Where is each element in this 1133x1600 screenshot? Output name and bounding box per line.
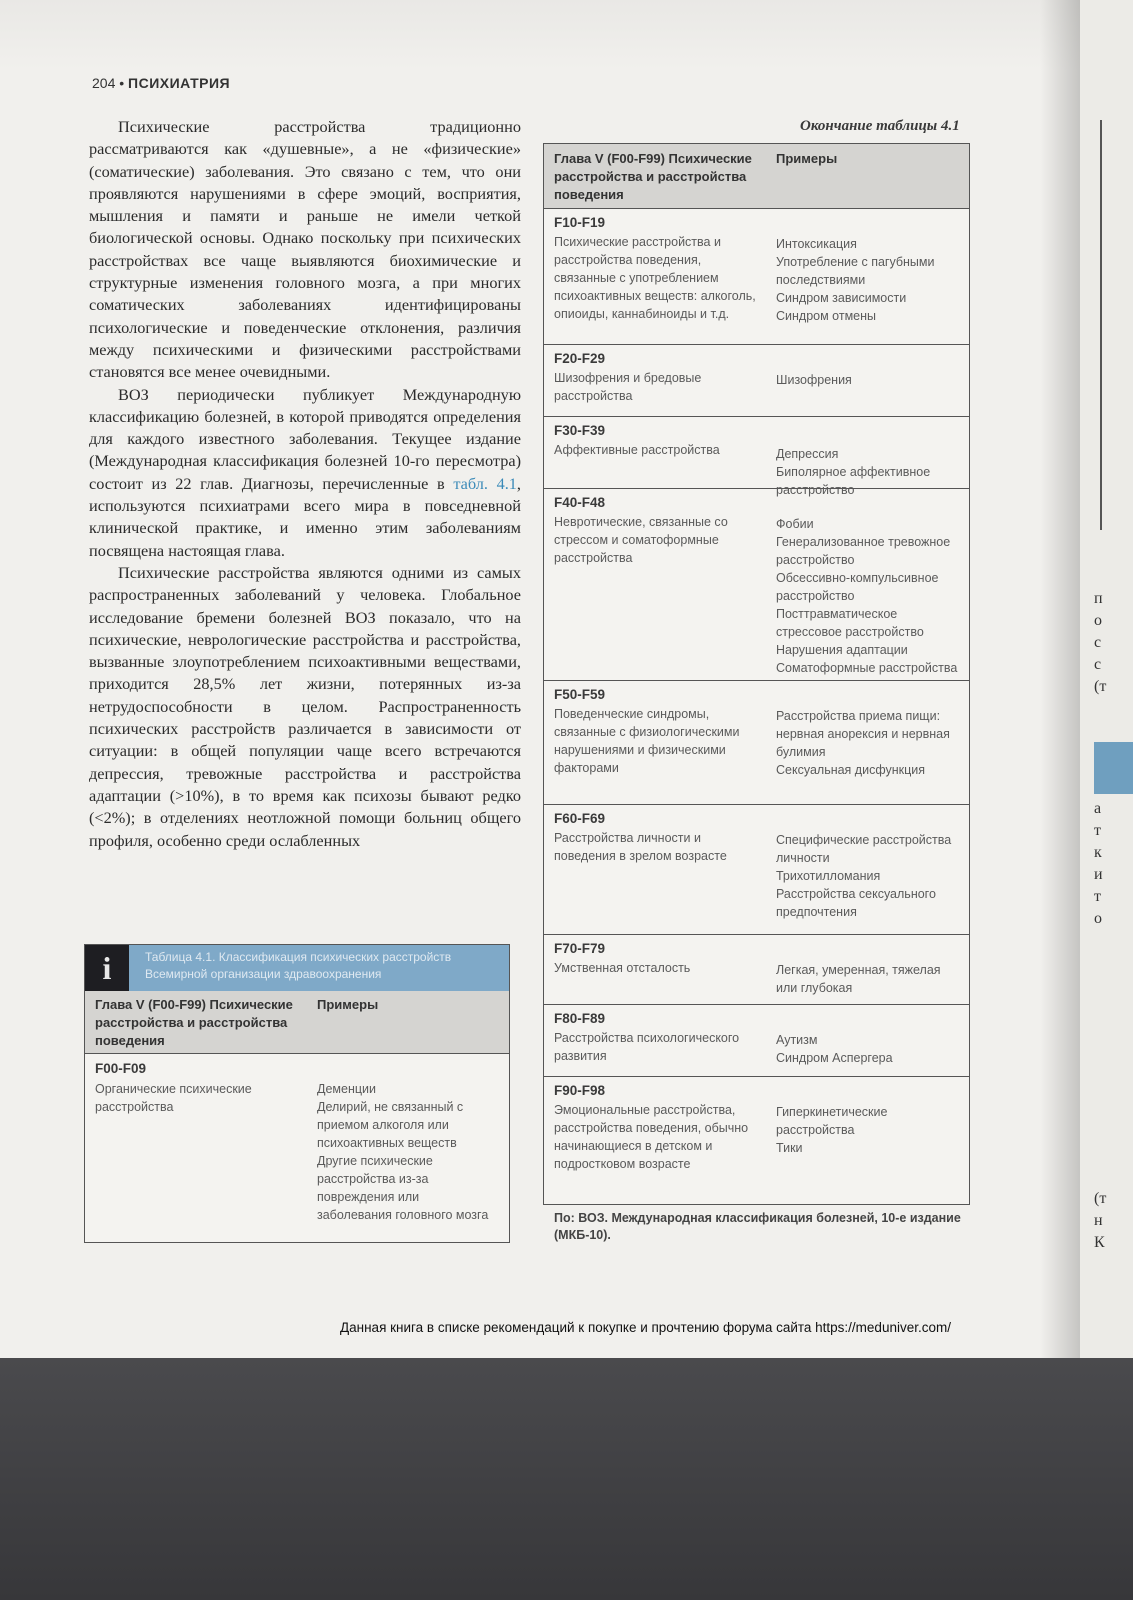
row-examples: [776, 371, 962, 389]
row-examples: [776, 515, 962, 677]
paragraph-2-text: ВОЗ периодически публикует Международную классификацию болезней, в которой приводятся определения для каждого известного заболевания. Текущее издание (Международная классификация болезней 10-го пересмотра) состоит из 22 глав. Диагнозы, перечисленные в: [89, 384, 521, 493]
table-row: [544, 208, 969, 345]
table-row: [544, 804, 969, 935]
column-header-examples: Примеры: [317, 997, 379, 1012]
example-item: Тики: [776, 1141, 803, 1155]
next-page-fragment: о: [1094, 910, 1102, 927]
page-fold-shadow: [1040, 0, 1080, 1358]
example-item: Синдром отмены: [776, 309, 877, 323]
next-page-fragment: а: [1094, 800, 1102, 817]
next-page-blue-block: [1094, 742, 1133, 794]
next-page-edge: [1080, 0, 1133, 1358]
row-code: F70-F79: [554, 941, 606, 956]
row-category: Умственная отсталость: [554, 961, 691, 975]
example-item: Трихотилломания: [776, 869, 881, 883]
table-row: [544, 344, 969, 417]
table-column-header: [85, 991, 509, 1054]
info-icon: i: [85, 945, 129, 991]
table-title: Таблица 4.1. Классификация психических расстройств Всемирной организации здравоохранения: [145, 950, 452, 981]
example-item: Посттравматическое стрессовое расстройство: [776, 607, 924, 639]
column-header-chapter: Глава V (F00-F99) Психические расстройства и расстройства поведения: [95, 997, 293, 1048]
next-page-fragment: т: [1094, 822, 1101, 839]
footer-note: Данная книга в списке рекомендаций к покупке и прочтению форума сайта https://meduniver.com/: [340, 1320, 951, 1335]
example-item: Шизофрения: [776, 373, 852, 387]
example-item: Легкая, умеренная, тяжелая или глубокая: [776, 963, 941, 995]
row-code: F50-F59: [554, 687, 606, 702]
example-item: Расстройства приема пищи: нервная анорексия и нервная булимия: [776, 709, 950, 759]
table-row: [544, 934, 969, 1005]
row-category: Психические расстройства и расстройства поведения, связанные с употреблением психоактивных веществ: алкоголь, опиоиды, каннабиноиды и т.д.: [554, 235, 756, 321]
running-head: [92, 75, 230, 91]
example-item: Употребление с пагубными последствиями: [776, 255, 935, 287]
example-item: Обсессивно-компульсивное расстройство: [776, 571, 939, 603]
table-column-header: [544, 144, 969, 209]
example-item: Другие психические расстройства из-за повреждения или заболевания головного мозга: [317, 1154, 489, 1222]
row-code: F80-F89: [554, 1011, 606, 1026]
table-row: [544, 416, 969, 497]
next-page-fragment: т: [1094, 888, 1101, 905]
row-category: Органические психические расстройства: [95, 1082, 252, 1114]
column-header-chapter: Глава V (F00-F99) Психические расстройства и расстройства поведения: [554, 151, 752, 202]
next-page-fragment: н: [1094, 1212, 1103, 1229]
row-code: F60-F69: [554, 811, 606, 826]
table-row: [544, 680, 969, 805]
next-page-fragment: (т: [1094, 678, 1107, 695]
table-row: [544, 1076, 969, 1205]
row-examples: [776, 961, 962, 997]
example-item: Соматоформные расстройства: [776, 661, 958, 675]
example-item: Интоксикация: [776, 237, 857, 251]
example-item: Специфические расстройства личности: [776, 833, 952, 865]
next-page-table-edge: [1100, 120, 1102, 530]
page-top-shadow: [0, 0, 1133, 70]
example-item: Сексуальная дисфункция: [776, 763, 926, 777]
example-item: Синдром зависимости: [776, 291, 907, 305]
row-examples: [776, 1031, 962, 1067]
row-examples: [776, 707, 962, 779]
column-header-examples: Примеры: [776, 151, 838, 166]
bullet-separator: •: [119, 75, 125, 91]
row-examples: [776, 1103, 962, 1157]
row-category: Невротические, связанные со стрессом и соматоформные расстройства: [554, 515, 728, 565]
example-item: Депрессия: [776, 447, 839, 461]
row-category: Поведенческие синдромы, связанные с физиологическими нарушениями и физическими факторами: [554, 707, 740, 775]
classification-table-start: [84, 944, 510, 1243]
next-page-fragment: с: [1094, 656, 1102, 673]
row-code: F00-F09: [95, 1061, 147, 1076]
next-page-fragment: и: [1094, 866, 1103, 883]
example-item: Расстройства сексуального предпочтения: [776, 887, 936, 919]
row-examples: [776, 235, 962, 325]
page-number: 204: [92, 75, 116, 91]
example-item: Деменции: [317, 1082, 376, 1096]
table-title-band: [85, 945, 509, 991]
row-code: F30-F39: [554, 423, 606, 438]
example-item: Гиперкинетические расстройства: [776, 1105, 888, 1137]
row-category: Аффективные расстройства: [554, 443, 720, 457]
paragraph-1: Психические расстройства традиционно рассматриваются как «душевные», а не «физические» (соматические) заболевания. Это связано с тем, что они проявляются нарушениями в сфере эмоций, восприятия, мышления и памяти и раньше не имели четкой биологической основы. Однако поскольку при психических расстройствах все чаще выявляются биохимические и структурные изменения головного мозга, а при многих соматических заболеваниях идентифицированы психологические и поведенческие отклонения, различия между психическими и физическими расстройствами становятся все менее очевидными.: [89, 117, 521, 382]
next-page-fragment: К: [1094, 1234, 1105, 1251]
row-examples: [776, 831, 962, 921]
table-continuation-caption: Окончание таблицы 4.1: [800, 118, 960, 134]
row-code: F40-F48: [554, 495, 606, 510]
table-row: [544, 488, 969, 681]
row-category: Шизофрения и бредовые расстройства: [554, 371, 702, 403]
table-row: [544, 1004, 969, 1077]
table-source-note: По: ВОЗ. Международная классификация болезней, 10-е издание (МКБ-10).: [554, 1211, 961, 1242]
example-item: Генерализованное тревожное расстройство: [776, 535, 951, 567]
next-page-fragment: п: [1094, 590, 1103, 607]
paragraph-2: [89, 384, 521, 562]
row-code: F90-F98: [554, 1083, 606, 1098]
row-category: Расстройства личности и поведения в зрелом возрасте: [554, 831, 727, 863]
body-text: [89, 116, 521, 852]
example-item: Делирий, не связанный с приемом алкоголя или психоактивных веществ: [317, 1100, 464, 1150]
example-item: Нарушения адаптации: [776, 643, 908, 657]
next-page-fragment: о: [1094, 612, 1102, 629]
example-item: Биполярное аффективное расстройство: [776, 465, 931, 497]
classification-table-end: [543, 143, 970, 1205]
section-title: ПСИХИАТРИЯ: [128, 75, 231, 91]
next-page-fragment: (т: [1094, 1190, 1107, 1207]
example-item: Синдром Аспергера: [776, 1051, 893, 1065]
paragraph-3: Психические расстройства являются одними из самых распространенных заболеваний у человека. Глобальное исследование бремени болезней ВОЗ показало, что на психические, неврологические расстройства и расстройства, вызванные злоупотреблением психоактивными веществами, приходится 28,5% лет жизни, потерянных из-за нетрудоспособности в целом. Распространенность психических расстройств различается в зависимости от ситуации: в общей популяции чаще всего встречаются депрессия, тревожные расстройства и расстройства адаптации (>10%), в то время как психозы бывают редко (<2%); в отделениях неотложной помощи больниц общего профиля, особенно среди ослабленных: [89, 562, 521, 850]
row-category: Эмоциональные расстройства, расстройства поведения, обычно начинающиеся в детском и подростковом возрасте: [554, 1103, 749, 1171]
row-examples: [317, 1080, 497, 1224]
example-item: Фобии: [776, 517, 814, 531]
next-page-fragment: с: [1094, 634, 1102, 651]
next-page-fragment: к: [1094, 844, 1102, 861]
row-code: F20-F29: [554, 351, 606, 366]
row-category: Расстройства психологического развития: [554, 1031, 740, 1063]
table-reference-link[interactable]: табл. 4.1: [453, 473, 517, 493]
example-item: Аутизм: [776, 1033, 818, 1047]
scan-background: [0, 1358, 1133, 1600]
paragraph-2-text-end: , используются психиатрами всего мира в повседневной клинической практике, и именно этим заболеваниям посвящена настоящая глава.: [89, 473, 521, 560]
row-code: F10-F19: [554, 215, 606, 230]
